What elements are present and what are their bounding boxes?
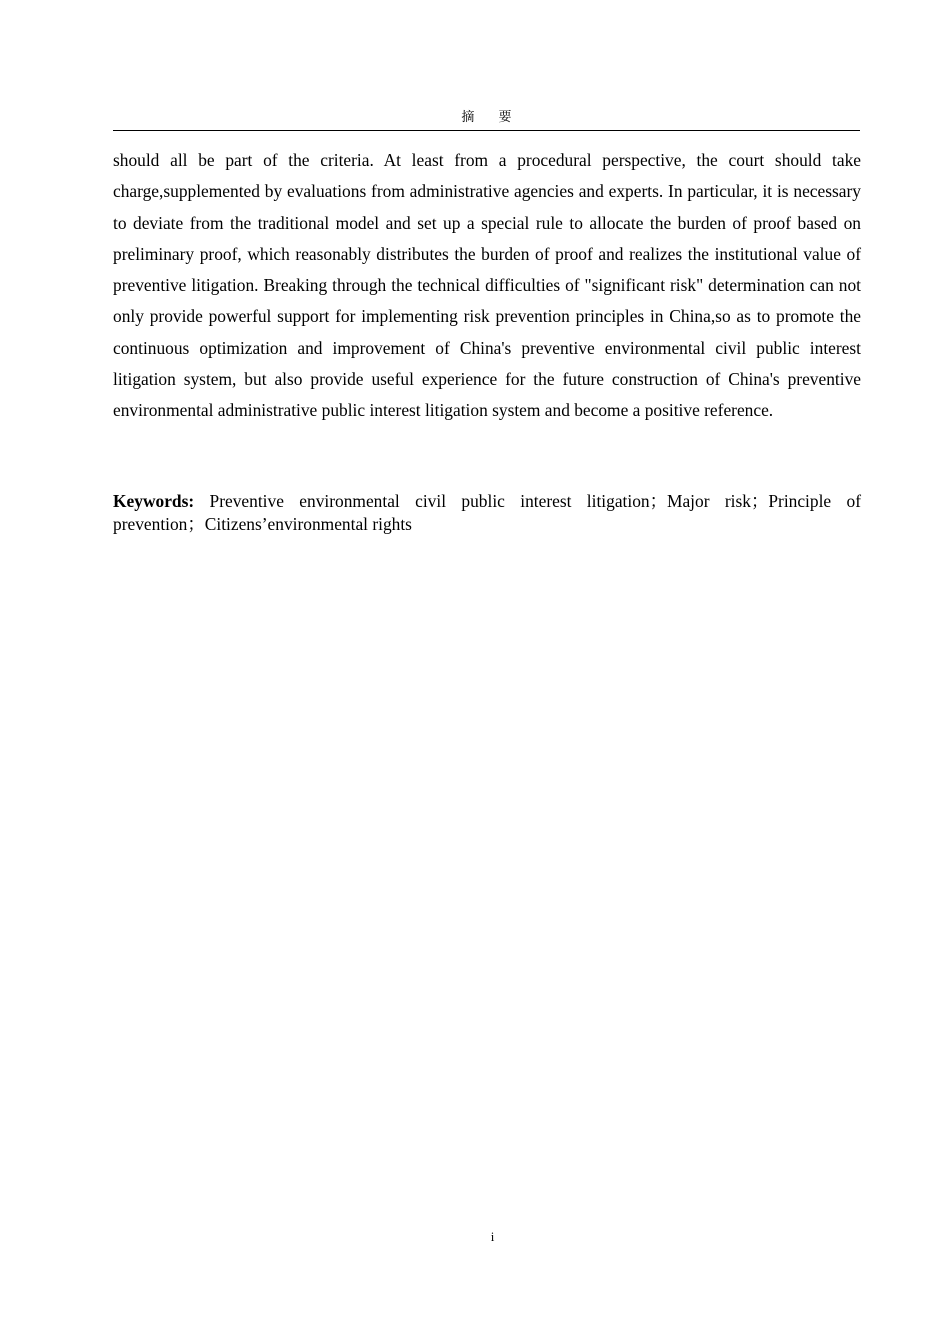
abstract-paragraph: should all be part of the criteria. At least from a procedural perspective, the court should take charge,supplemented by evaluations from administrative agencies and experts. In particular, it is necessary to deviate from the traditional model and set up a special rule to allocate the burden of proof based on preliminary proof, which reasonably distributes the burden of proof and realizes the institutional value of preventive litigation. Breaking through the technical difficulties of "significant risk" determination can not only provide powerful support for implementing risk prevention principles in China,so as to promote the continuous optimization and improvement of China's preventive environmental civil public interest litigation system, but also provide useful experience for the future construction of China's preventive environmental administrative public interest litigation system and become a positive reference. xyxy=(113,150,861,421)
keywords-line xyxy=(113,490,861,536)
header-title: 摘 要 xyxy=(461,110,522,125)
page-number: i xyxy=(490,1229,495,1244)
keywords-label: Keywords: xyxy=(113,491,195,511)
page-header xyxy=(113,108,860,131)
keywords-text: Preventive environmental civil public interest litigation；Major risk；Principle of prevention；Citizens’environmental rights xyxy=(113,491,861,534)
